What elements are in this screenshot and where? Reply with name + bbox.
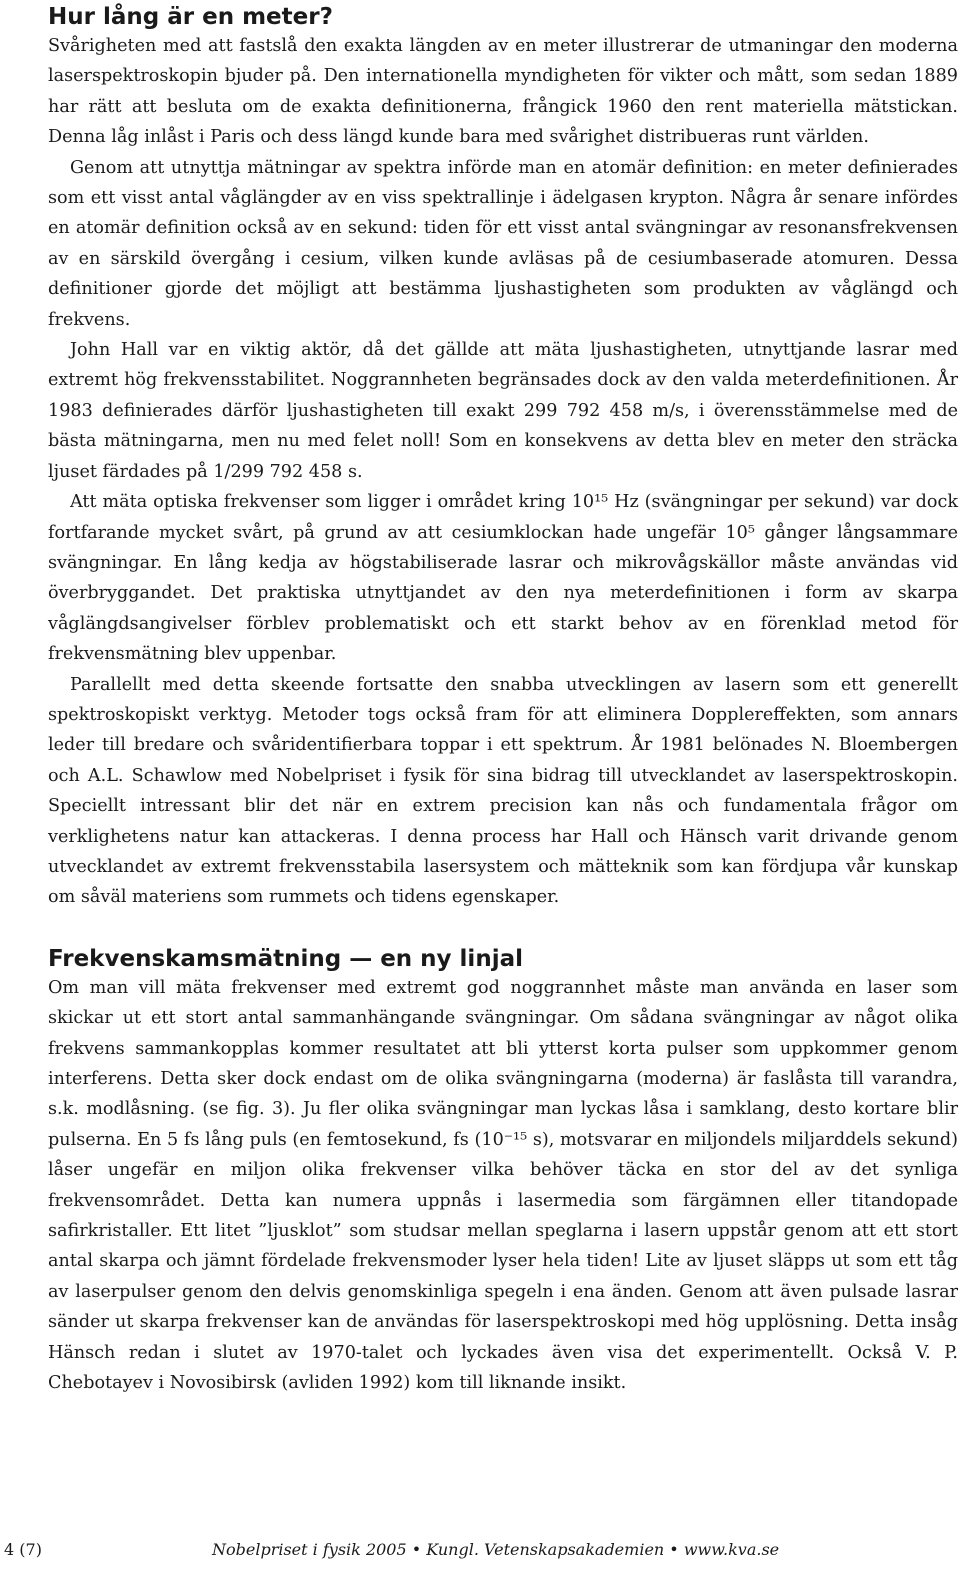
page-number: 4 (7) bbox=[4, 1540, 42, 1559]
section-heading-frequency-comb: Frekvenskamsmätning — en ny linjal bbox=[48, 945, 523, 972]
paragraph-2: Genom att utnyttja mätningar av spektra införde man en atomär definition: en meter definierades som ett visst antal våglängder av en viss spektrallinje i ädelgasen krypton. Några år senare infördes en atomär definition också av en sekund: tiden för ett visst antal svängningar av resonansfrekvensen av en särskild övergång i cesium, vilken kunde avläsas på de cesiumbaserade atomuren. Dessa definitioner gjorde det möjligt att bestämma ljushastigheten som produkten av våglängd och frekvens. bbox=[48, 157, 958, 330]
section-heading-meter: Hur lång är en meter? bbox=[48, 4, 333, 30]
footer-credit: Nobelpriset i fysik 2005 • Kungl. Vetenskapsakademien • www.kva.se bbox=[212, 1540, 780, 1559]
paragraph-3: John Hall var en viktig aktör, då det gällde att mäta ljushastigheten, utnyttjande lasrar med extremt hög frekvensstabilitet. Noggrannheten begränsades dock av den valda meterdefinitionen. År 1983 definierades därför ljushastigheten till exakt 299 792 458 m/s, i överensstämmelse med de bästa mätningarna, men nu med felet noll! Som en konsekvens av detta blev en meter den sträcka ljuset färdades på 1/299 792 458 s. bbox=[48, 340, 958, 482]
paragraph-1: Svårigheten med att fastslå den exakta längden av en meter illustrerar de utmaningar den moderna laserspektroskopin bjuder på. Den internationella myndigheten för vikter och mått, som sedan 1889 har rätt att besluta om de exakta definitionerna, frångick 1960 den rent materiella mätstickan. Denna låg inlåst i Paris och dess längd kunde bara med svårighet distribueras runt världen. bbox=[48, 36, 958, 148]
paragraph-6: Om man vill mäta frekvenser med extremt god noggrannhet måste man använda en laser som skickar ut ett stort antal sammanhängande svängningar. Om sådana svängningar av något olika frekvens sammankopplas kommer resultatet att bli ytterst korta pulser som uppkommer genom interferens. Detta sker dock endast om de olika svängningarna (moderna) är faslåsta till varandra, s.k. modlåsning. (se fig. 3). Ju fler olika svängningar man lyckas låsa i samklang, desto kortare blir pulserna. En 5 fs lång puls (en femtosekund, fs (10⁻¹⁵ s), motsvarar en miljondels miljarddels sekund) låser ungefär en miljon olika frekvenser vilka behöver täcka en stor del av det synliga frekvensområdet. Detta kan numera uppnås i lasermedia som färgämnen eller titandopade safirkristaller. Ett litet ”ljusklot” som studsar mellan speglarna i lasern uppstår genom att ett stort antal skarpa och jämnt fördelade frekvensmoder lyser hela tiden! Lite av ljuset släpps ut som ett tåg av laserpulser genom den delvis genomskinliga spegeln i ena änden. Genom att även pulsade lasrar sänder ut skarpa frekvenser kan de användas för laserspektroskopi med hög upplösning. Detta insåg Hänsch redan i slutet av 1970-talet och lyckades även visa det experimentellt. Också V. P. Chebotayev i Novosibirsk (avliden 1992) kom till liknande insikt. bbox=[48, 977, 958, 1394]
page-footer bbox=[0, 1536, 960, 1566]
paragraph-5: Parallellt med detta skeende fortsatte den snabba utvecklingen av lasern som ett generellt spektroskopiskt verktyg. Metoder togs också fram för att eliminera Dopplereffekten, som annars leder till bredare och svåridentifierbara toppar i ett spektrum. År 1981 belönades N. Bloembergen och A.L. Schawlow med Nobelpriset i fysik för sina bidrag till utvecklandet av laserspektroskopin. Speciellt intressant blir det när en extrem precision kan nås och fundamentala frågor om verklighetens natur kan attackeras. I denna process har Hall och Hänsch varit drivande genom utvecklandet av extremt frekvensstabila lasersystem och mätteknik som kan fördjupa vår kunskap om såväl materiens som rummets och tidens egenskaper. bbox=[48, 674, 958, 908]
paragraph-4: Att mäta optiska frekvenser som ligger i området kring 10¹⁵ Hz (svängningar per sekund) var dock fortfarande mycket svårt, på grund av att cesiumklockan hade ungefär 10⁵ gånger långsammare svängningar. En lång kedja av högstabiliserade lasrar och mikrovågskällor måste användas vid överbryggandet. Det praktiska utnyttjandet av den nya meterdefinitionen i form av skarpa våglängdsangivelser förblev problematiskt och ett starkt behov av en förenklad metod för frekvensmätning blev uppenbar. bbox=[48, 492, 958, 665]
article bbox=[48, 0, 958, 1398]
